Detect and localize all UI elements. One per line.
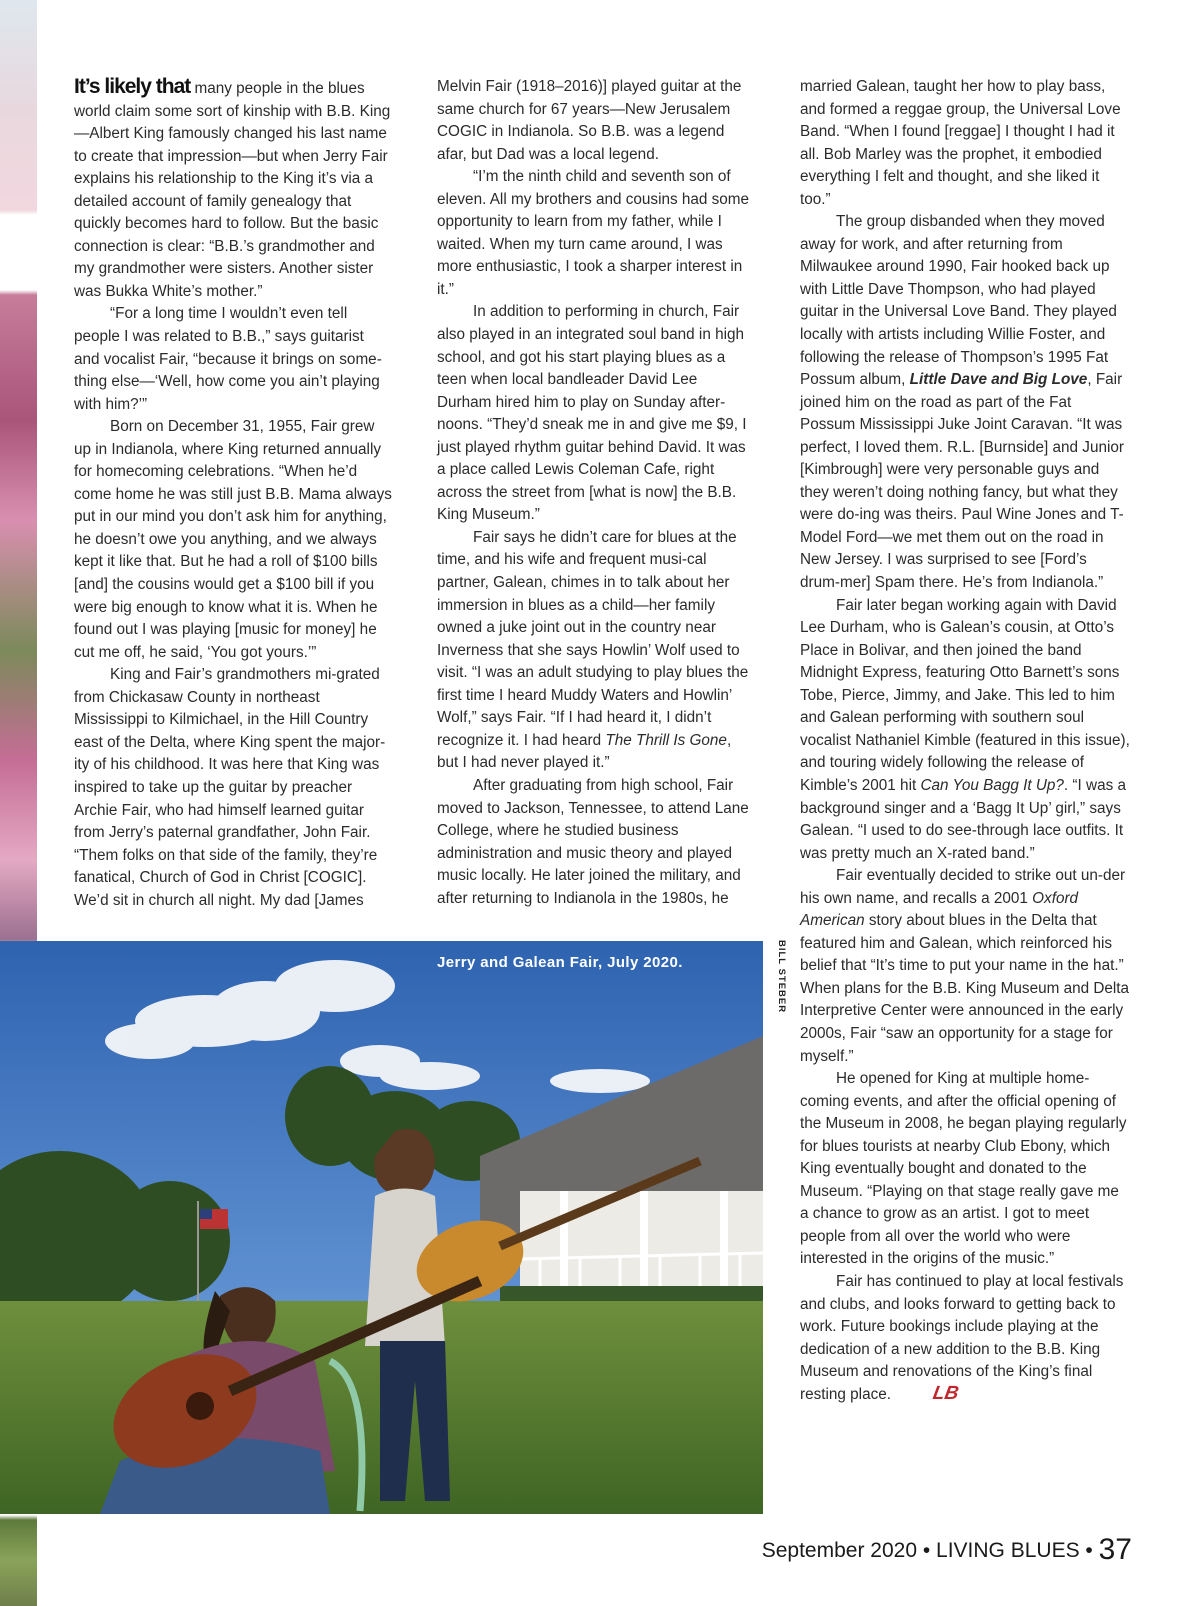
paragraph: Born on December 31, 1955, Fair grew up in Indianola, where King returned annually for homecoming celebrations. “When he’d come home he was still just B.B. Mama always put in our mind you don’t ask him for anything, he doesn’t owe you anything, and we always kept it like that. But he had a roll of $100 bills [and] the cousins would get a $100 bill if you were big enough to know what it is. When he found out I was playing [music for money] he cut me off, he said, ‘You got yours.’” <box>74 418 392 661</box>
paragraph: “For a long time I wouldn’t even tell people I was related to B.B.,” says guitarist and vocalist Fair, “because it brings on some-thing else—‘Well, how come you ain’t playing with him?’” <box>74 305 382 413</box>
footer-issue: September 2020 • LIVING BLUES • <box>761 1539 1093 1562</box>
paragraph: Fair later began working again with David Lee Durham, who is Galean’s cousin, at Otto’s Place in Bolivar, and then joined the band Midnight Express, featuring Otto Barnett’s sons Tobe, Pierce, Jimmy, and Jake. This led to him and Galean performing with southern soul vocalist Nathaniel Kimble (featured in this issue), and touring widely following the release of Kimble’s 2001 hit Can You Bagg It Up?. “I was a background singer and a ‘Bagg It Up’ girl,” says Galean. “I used to do see-through lace outfits. It was pretty much an X-rated band.” <box>800 596 1130 862</box>
lead-in: It’s likely that <box>74 75 191 98</box>
photo-caption: Jerry and Galean Fair, July 2020. <box>437 954 683 971</box>
paragraph: It’s likely that many people in the blues world claim some sort of kinship with B.B. King—Albert King famously changed his last name to create that impression—but when Jerry Fair explains his relationship to the King it’s via a detailed account of family genealogy that quickly becomes hard to follow. But the basic connection is clear: “B.B.’s grandmother and my grandmother were sisters. Another sister was Bukka White’s mother.” <box>74 75 391 300</box>
paragraph: King and Fair’s grandmothers mi-grated from Chickasaw County in northeast Mississippi to Kilmichael, in the Hill Country east of the Delta, where King spent the major-ity of his childhood. It was here that King was inspired to take up the guitar by preacher Archie Fair, who had himself learned guitar from Jerry’s paternal grandfather, John Fair. “Them folks on that side of the family, they’re fanatical, Church of God in Christ [COGIC]. We’d sit in church all night. My dad [James <box>74 666 386 909</box>
album-title: Little Dave and Big Love <box>909 371 1088 389</box>
paragraph: After graduating from high school, Fair moved to Jackson, Tennessee, to attend Lane College, where he studied business administration and music theory and played music locally. He later joined the military, and after returning to Indianola in the 1980s, he <box>437 776 749 907</box>
paragraph: In addition to performing in church, Fair also played in an integrated soul band in high school, and got his start playing blues as a teen when local bandleader David Lee Durham hired him to play on Sunday after-noons. “They’d sneak me in and give me $9, I just played rhythm guitar behind David. It was a place called Lewis Coleman Cafe, right across the street from [what is now] the B.B. King Museum.” <box>437 303 747 524</box>
song-title: Can You Bagg It Up? <box>920 776 1064 794</box>
paragraph: He opened for King at multiple home-coming events, and after the official opening of the Museum in 2008, he began playing regularly for blues tourists at nearby Club Ebony, which King eventually bought and donated to the Museum. “Playing on that stage really gave me a chance to grow as an artist. I got to meet people from all over the world who were interested in the origins of the music.” <box>800 1070 1127 1268</box>
article-column-1 <box>74 76 392 912</box>
paragraph: Fair eventually decided to strike out un-der his own name, and recalls a 2001 Oxford American story about blues in the Delta that featured him and Galean, which reinforced his belief that “It’s time to put your name in the hat.” When plans for the B.B. King Museum and Delta Interpretive Center were announced in the early 2000s, Fair “saw an opportunity for a stage for myself.” <box>800 867 1130 1065</box>
paragraph: The group disbanded when they moved away for work, and after returning from Milwaukee around 1990, Fair hooked back up with Little Dave Thompson, who had played guitar in the Universal Love Band. They played locally with artists including Willie Foster, and following the release of Thompson’s 1995 Fat Possum album, Little Dave and Big Love, Fair joined him on the road as part of the Fat Possum Mississippi Juke Joint Caravan. “It was perfect, I loved them. R.L. [Burnside] and Junior [Kimbrough] were very personable guys and they weren’t doing nothing fancy, but what they were do-ing was theirs. Paul Wine Jones and T-Model Ford—we met them out on the road in New Jersey. I was surprised to see [Ford’s drum-mer] Spam there. He’s from Indianola.” <box>800 213 1124 592</box>
article-column-2 <box>437 76 755 910</box>
article-column-3 <box>800 76 1130 1406</box>
paragraph: married Galean, taught her how to play bass, and formed a reggae group, the Universal Love Band. “When I found [reggae] I thought I had it all. Bob Marley was the prophet, it embodied everything I felt and thought, and she liked it too.” <box>800 78 1121 208</box>
article-photo <box>0 941 763 1514</box>
photo-credit: BILL STEBER <box>776 940 787 1014</box>
paragraph: Fair says he didn’t care for blues at the time, and his wife and frequent musi-cal partner, Galean, chimes in to talk about her immersion in blues as a child—her family owned a juke joint out in the country near Inverness that she says Howlin’ Wolf used to visit. “I was an adult studying to play blues the first time I heard Muddy Waters and Howlin’ Wolf,” says Fair. “If I had heard it, I didn’t recognize it. I had heard The Thrill Is Gone, but I had never played it.” <box>437 528 749 772</box>
paragraph: Melvin Fair (1918–2016)] played guitar at the same church for 67 years—New Jerusalem COGIC in Indianola. So B.B. was a legend afar, but Dad was a local legend. <box>437 78 742 163</box>
paragraph: Fair has continued to play at local festivals and clubs, and looks forward to getting back to work. Future bookings include playing at the dedication of a new addition to the B.B. King Museum and renovations of the King’s final resting place. LB <box>800 1272 1124 1404</box>
page-number: 37 <box>1098 1533 1132 1566</box>
page-footer <box>762 1533 1132 1567</box>
paragraph: “I’m the ninth child and seventh son of eleven. All my brothers and cousins had some opportunity to learn from my father, while I waited. When my turn came around, I was more enthusiastic, I took a sharper interest in it.” <box>437 168 750 298</box>
song-title: The Thrill Is Gone <box>605 731 727 749</box>
living-blues-end-mark: LB <box>931 1382 961 1404</box>
magazine-title: Oxford American <box>800 889 1079 930</box>
